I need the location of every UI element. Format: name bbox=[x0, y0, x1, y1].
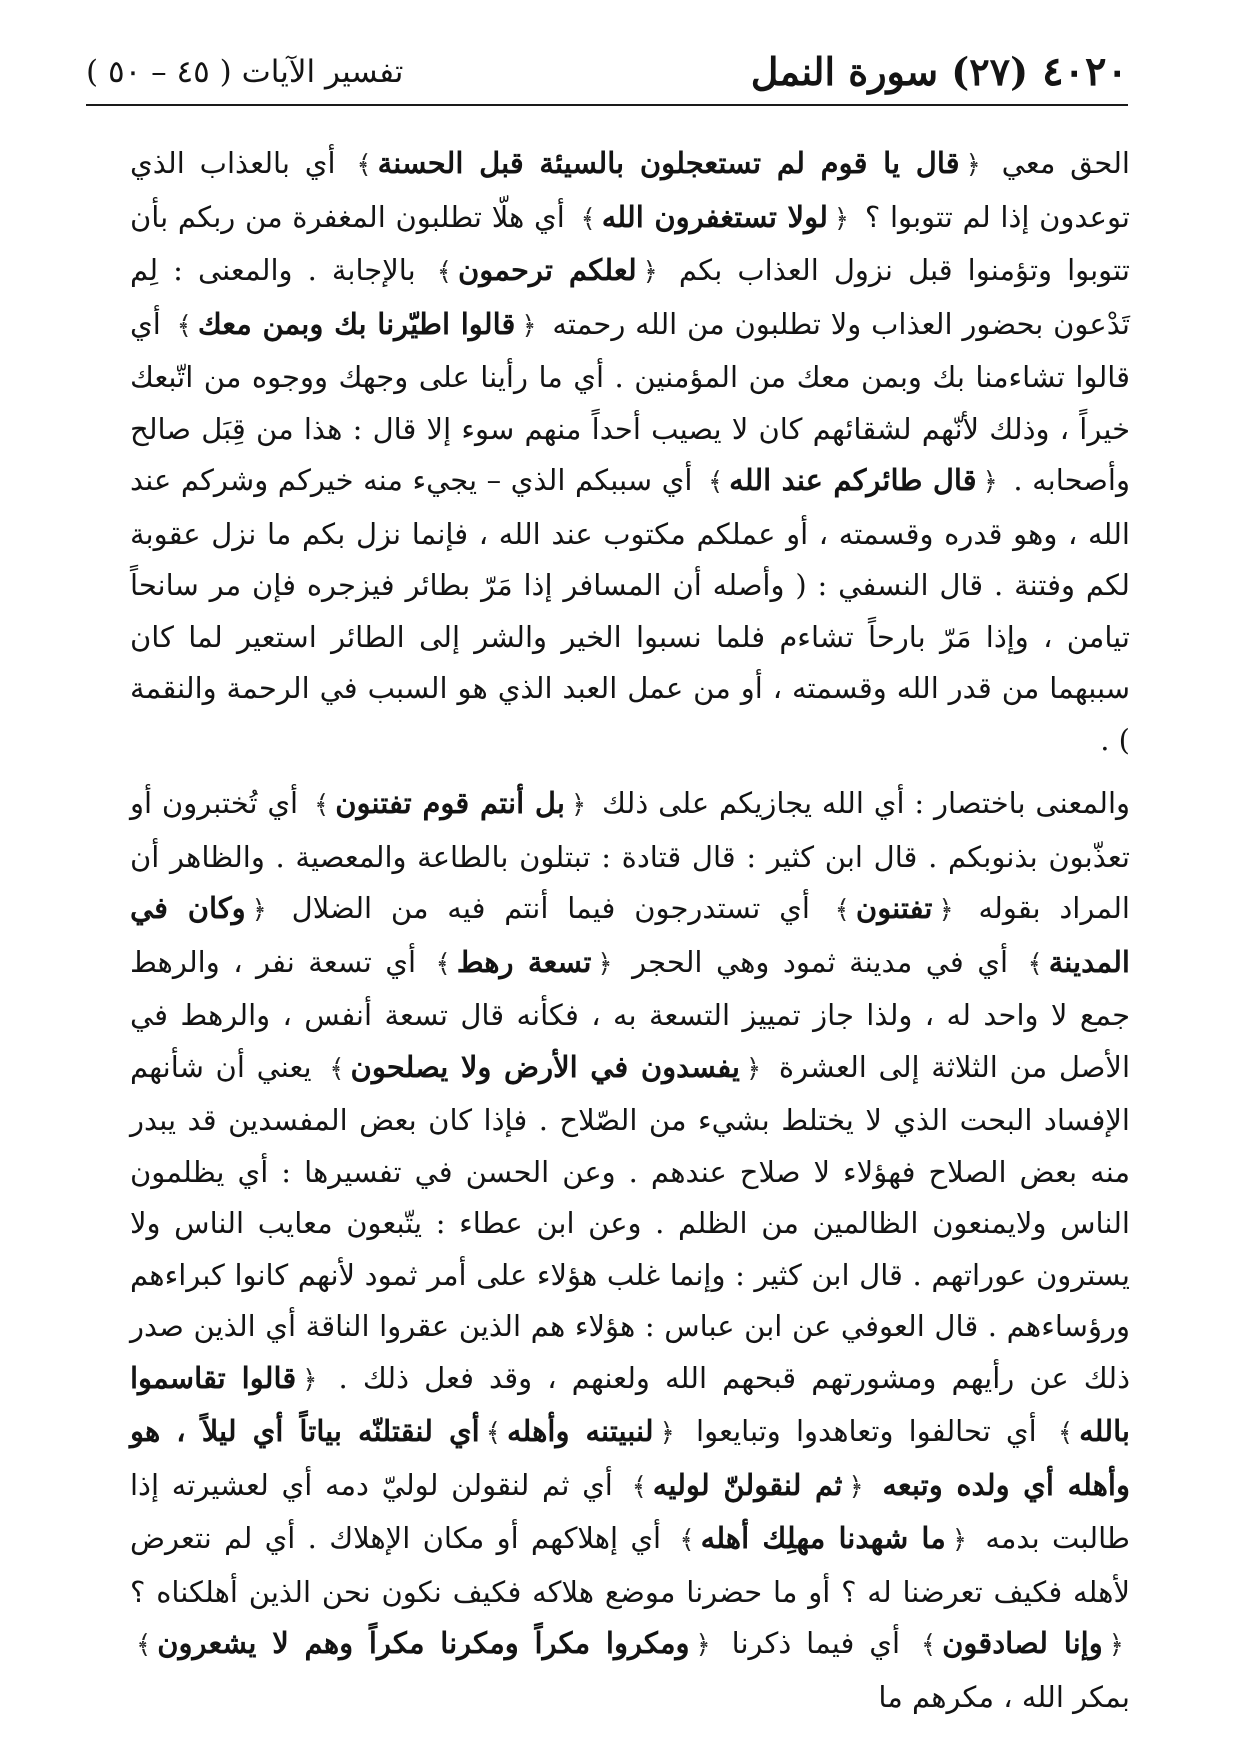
quran-bracket-close: ﴾ bbox=[435, 948, 451, 979]
quran-bracket-open: ﴿ bbox=[695, 1630, 711, 1660]
quran-bracket-open: ﴿ bbox=[833, 203, 850, 234]
commentary-text: أي في مدينة ثمود وهي الحجر bbox=[618, 944, 1022, 979]
quran-bracket-open: ﴿ bbox=[597, 948, 613, 979]
quran-verse-quote: وكان في المدينة bbox=[130, 891, 1130, 979]
quran-bracket-open: ﴿ bbox=[521, 310, 537, 341]
surah-title: (٢٧) سورة النمل bbox=[750, 49, 1029, 94]
quran-bracket-close: ﴾ bbox=[313, 790, 330, 820]
quran-bracket-open: ﴿ bbox=[1108, 1630, 1124, 1660]
quran-verse-quote: لعلكم ترحمون bbox=[457, 253, 637, 287]
header-page-info bbox=[751, 48, 1128, 95]
quran-bracket-close: ﴾ bbox=[356, 150, 372, 180]
commentary-text: أي بالعذاب الذي توعدون إذا لم تتوبوا ؟ bbox=[130, 146, 1131, 234]
quran-verse-quote: لنبيتنه وأهله bbox=[506, 1414, 654, 1448]
quran-bracket-open: ﴿ bbox=[570, 790, 587, 820]
quran-bracket-open: ﴿ bbox=[659, 1418, 675, 1448]
quran-bracket-close: ﴾ bbox=[834, 895, 850, 925]
commentary-text bbox=[870, 1468, 883, 1502]
quran-bracket-open: ﴿ bbox=[848, 1471, 864, 1502]
quran-bracket-open: ﴿ bbox=[982, 467, 998, 497]
page-number: ٤٠٢٠ bbox=[1042, 48, 1128, 95]
commentary-text: أي تُختبرون أو تعذّبون بذنوبكم . قال ابن كثير : قال قتادة : تبتلون بالطاعة والمعصية . والظاهر أن المراد بقوله bbox=[130, 786, 1130, 925]
commentary-text: أي تسعة نفر ، والرهط جمع لا واحد له ، ولذا جاز تمييز التسعة به ، فكأنه قال تسعة أنفس ، والرهط في الأصل من الثلاثة إلى العشرة bbox=[130, 944, 1131, 1084]
commentary-text: أي تستدرجون فيما أنتم فيه من الضلال bbox=[272, 891, 829, 925]
commentary-text: بالإجابة . والمعنى : لِم تَدْعون بحضور العذاب ولا تطلبون من الله رحمته bbox=[130, 253, 1130, 341]
quran-bracket-open: ﴿ bbox=[938, 895, 954, 925]
commentary-text: أي ثم لنقولن لوليّ دمه أي لعشيرته إذا طالبت بدمه bbox=[130, 1467, 1131, 1555]
quran-bracket-close: ﴾ bbox=[485, 1418, 501, 1448]
quran-bracket-close: ﴾ bbox=[136, 1630, 152, 1660]
quran-bracket-open: ﴿ bbox=[642, 257, 658, 287]
quran-verse-quote: ثم لنقولنّ لوليه bbox=[652, 1467, 843, 1502]
quran-bracket-open: ﴿ bbox=[302, 1364, 318, 1395]
bold-commentary: أي لنقتلنّه بياتاً أي ليلاً ، هو وأهله أي ولده وتبعه bbox=[130, 1414, 1130, 1502]
commentary-text: أي سببكم الذي – يجيء منه خيركم وشركم عند الله ، وهو قدره وقسمته ، أو عملكم مكتوب عند الله ، فإنما نزل بكم ما نزل عقوبة لكم وفتنة . قال النسفي : ( وأصله أن المسافر إذا مَرّ بطائر فيزجره فإن مر سانحاً تيامن ، وإذا مَرّ بارحاً تشاءم فلما نسبوا الخير والشر إلى الطائر استعير لما كان سببهما من قدر الله وقسمته ، أو من عمل العبد الذي هو السبب في الرحمة والنقمة ) . bbox=[130, 463, 1130, 757]
quran-verse-quote: تسعة رهط bbox=[456, 944, 592, 979]
commentary-text: بمكر الله ، مكرهم ما bbox=[878, 1679, 1130, 1714]
commentary-text: أي قالوا تشاءمنا بك وبمن معك من المؤمنين . أي ما رأينا على وجهك ووجوه من اتّبعك خيراً ، وذلك لأنّهم لشقائهم كان لا يصيب أحداً منهم سوء إلا قال : هذا من قِبَل صالح وأصحابه . bbox=[130, 306, 1130, 497]
commentary-text: أي فيما ذكرنا bbox=[716, 1626, 915, 1660]
quran-verse-quote: ما شهدنا مهلِك أهله bbox=[700, 1521, 946, 1555]
quran-bracket-close: ﴾ bbox=[1027, 948, 1043, 979]
quran-verse-quote: لولا تستغفرون الله bbox=[601, 199, 828, 234]
quran-verse-quote: يفسدون في الأرض ولا يصلحون bbox=[350, 1049, 740, 1084]
quran-bracket-open: ﴿ bbox=[745, 1053, 762, 1084]
quran-bracket-close: ﴾ bbox=[707, 467, 724, 497]
commentary-text: الحق معي bbox=[986, 146, 1130, 180]
quran-verse-quote: قالوا تقاسموا بالله bbox=[130, 1360, 1130, 1448]
quran-bracket-close: ﴾ bbox=[679, 1525, 695, 1555]
quran-bracket-close: ﴾ bbox=[580, 203, 596, 234]
paragraph bbox=[130, 778, 1130, 1723]
quran-verse-quote: ومكروا مكراً ومكرنا مكراً وهم لا يشعرون bbox=[157, 1626, 690, 1660]
commentary-text: أي هلّا تطلبون المغفرة من ربكم بأن تتوبوا وتؤمنوا قبل نزول العذاب بكم bbox=[130, 199, 1130, 287]
paragraph bbox=[130, 138, 1130, 766]
quran-verse-quote: قال يا قوم لم تستعجلون بالسيئة قبل الحسنة bbox=[377, 146, 960, 180]
running-header bbox=[86, 44, 1128, 106]
quran-bracket-open: ﴿ bbox=[965, 150, 981, 180]
tafsir-body-text bbox=[130, 138, 1130, 1723]
commentary-text: أي تحالفوا وتعاهدوا وتبايعوا bbox=[680, 1414, 1052, 1448]
quran-verse-quote: بل أنتم قوم تفتنون bbox=[335, 786, 565, 820]
quran-verse-quote: قالوا اطيّرنا بك وبمن معك bbox=[197, 306, 516, 341]
quran-bracket-close: ﴾ bbox=[436, 257, 452, 287]
quran-verse-quote: وإنا لصادقون bbox=[942, 1626, 1103, 1660]
commentary-text: أي إهلاكهم أو مكان الإهلاك . أي لم نتعرض لأهله فكيف تعرضنا له ؟ أو ما حضرنا موضع هلاكه فكيف نكون نحن الذين أهلكناه ؟ bbox=[130, 1521, 1130, 1609]
commentary-text: يعني أن شأنهم الإفساد البحت الذي لا يختلط بشيء من الصّلاح . فإذا كان بعض المفسدين قد يبدر منه بعض الصلاح فهؤلاء لا صلاح عندهم . وعن الحسن في تفسيرها : أي يظلمون الناس ولايمنعون الظالمين من الظلم . وعن ابن عطاء : يتّبعون معايب الناس ولا يسترون عوراتهم . قال ابن كثير : وإنما غلب هؤلاء على أمر ثمود لأنهم كانوا كبراءهم ورؤساءهم . قال العوفي عن ابن عباس : هؤلاء هم الذين عقروا الناقة أي الذين صدر ذلك عن رأيهم ومشورتهم قبحهم الله ولعنهم ، وقد فعل ذلك . bbox=[130, 1049, 1130, 1395]
quran-bracket-open: ﴿ bbox=[951, 1525, 968, 1555]
quran-bracket-close: ﴾ bbox=[631, 1471, 647, 1502]
quran-bracket-close: ﴾ bbox=[1057, 1418, 1074, 1448]
quran-bracket-close: ﴾ bbox=[329, 1053, 345, 1084]
commentary-text: والمعنى باختصار : أي الله يجازيكم على ذلك bbox=[592, 786, 1131, 820]
quran-bracket-close: ﴾ bbox=[920, 1630, 937, 1660]
quran-bracket-close: ﴾ bbox=[176, 310, 192, 341]
quran-verse-quote: تفتنون bbox=[855, 891, 933, 925]
quran-bracket-open: ﴿ bbox=[251, 895, 267, 925]
verse-range-title: تفسير الآيات ( ٤٥ – ٥٠ ) bbox=[86, 54, 404, 90]
quran-verse-quote: قال طائركم عند الله bbox=[729, 463, 977, 497]
